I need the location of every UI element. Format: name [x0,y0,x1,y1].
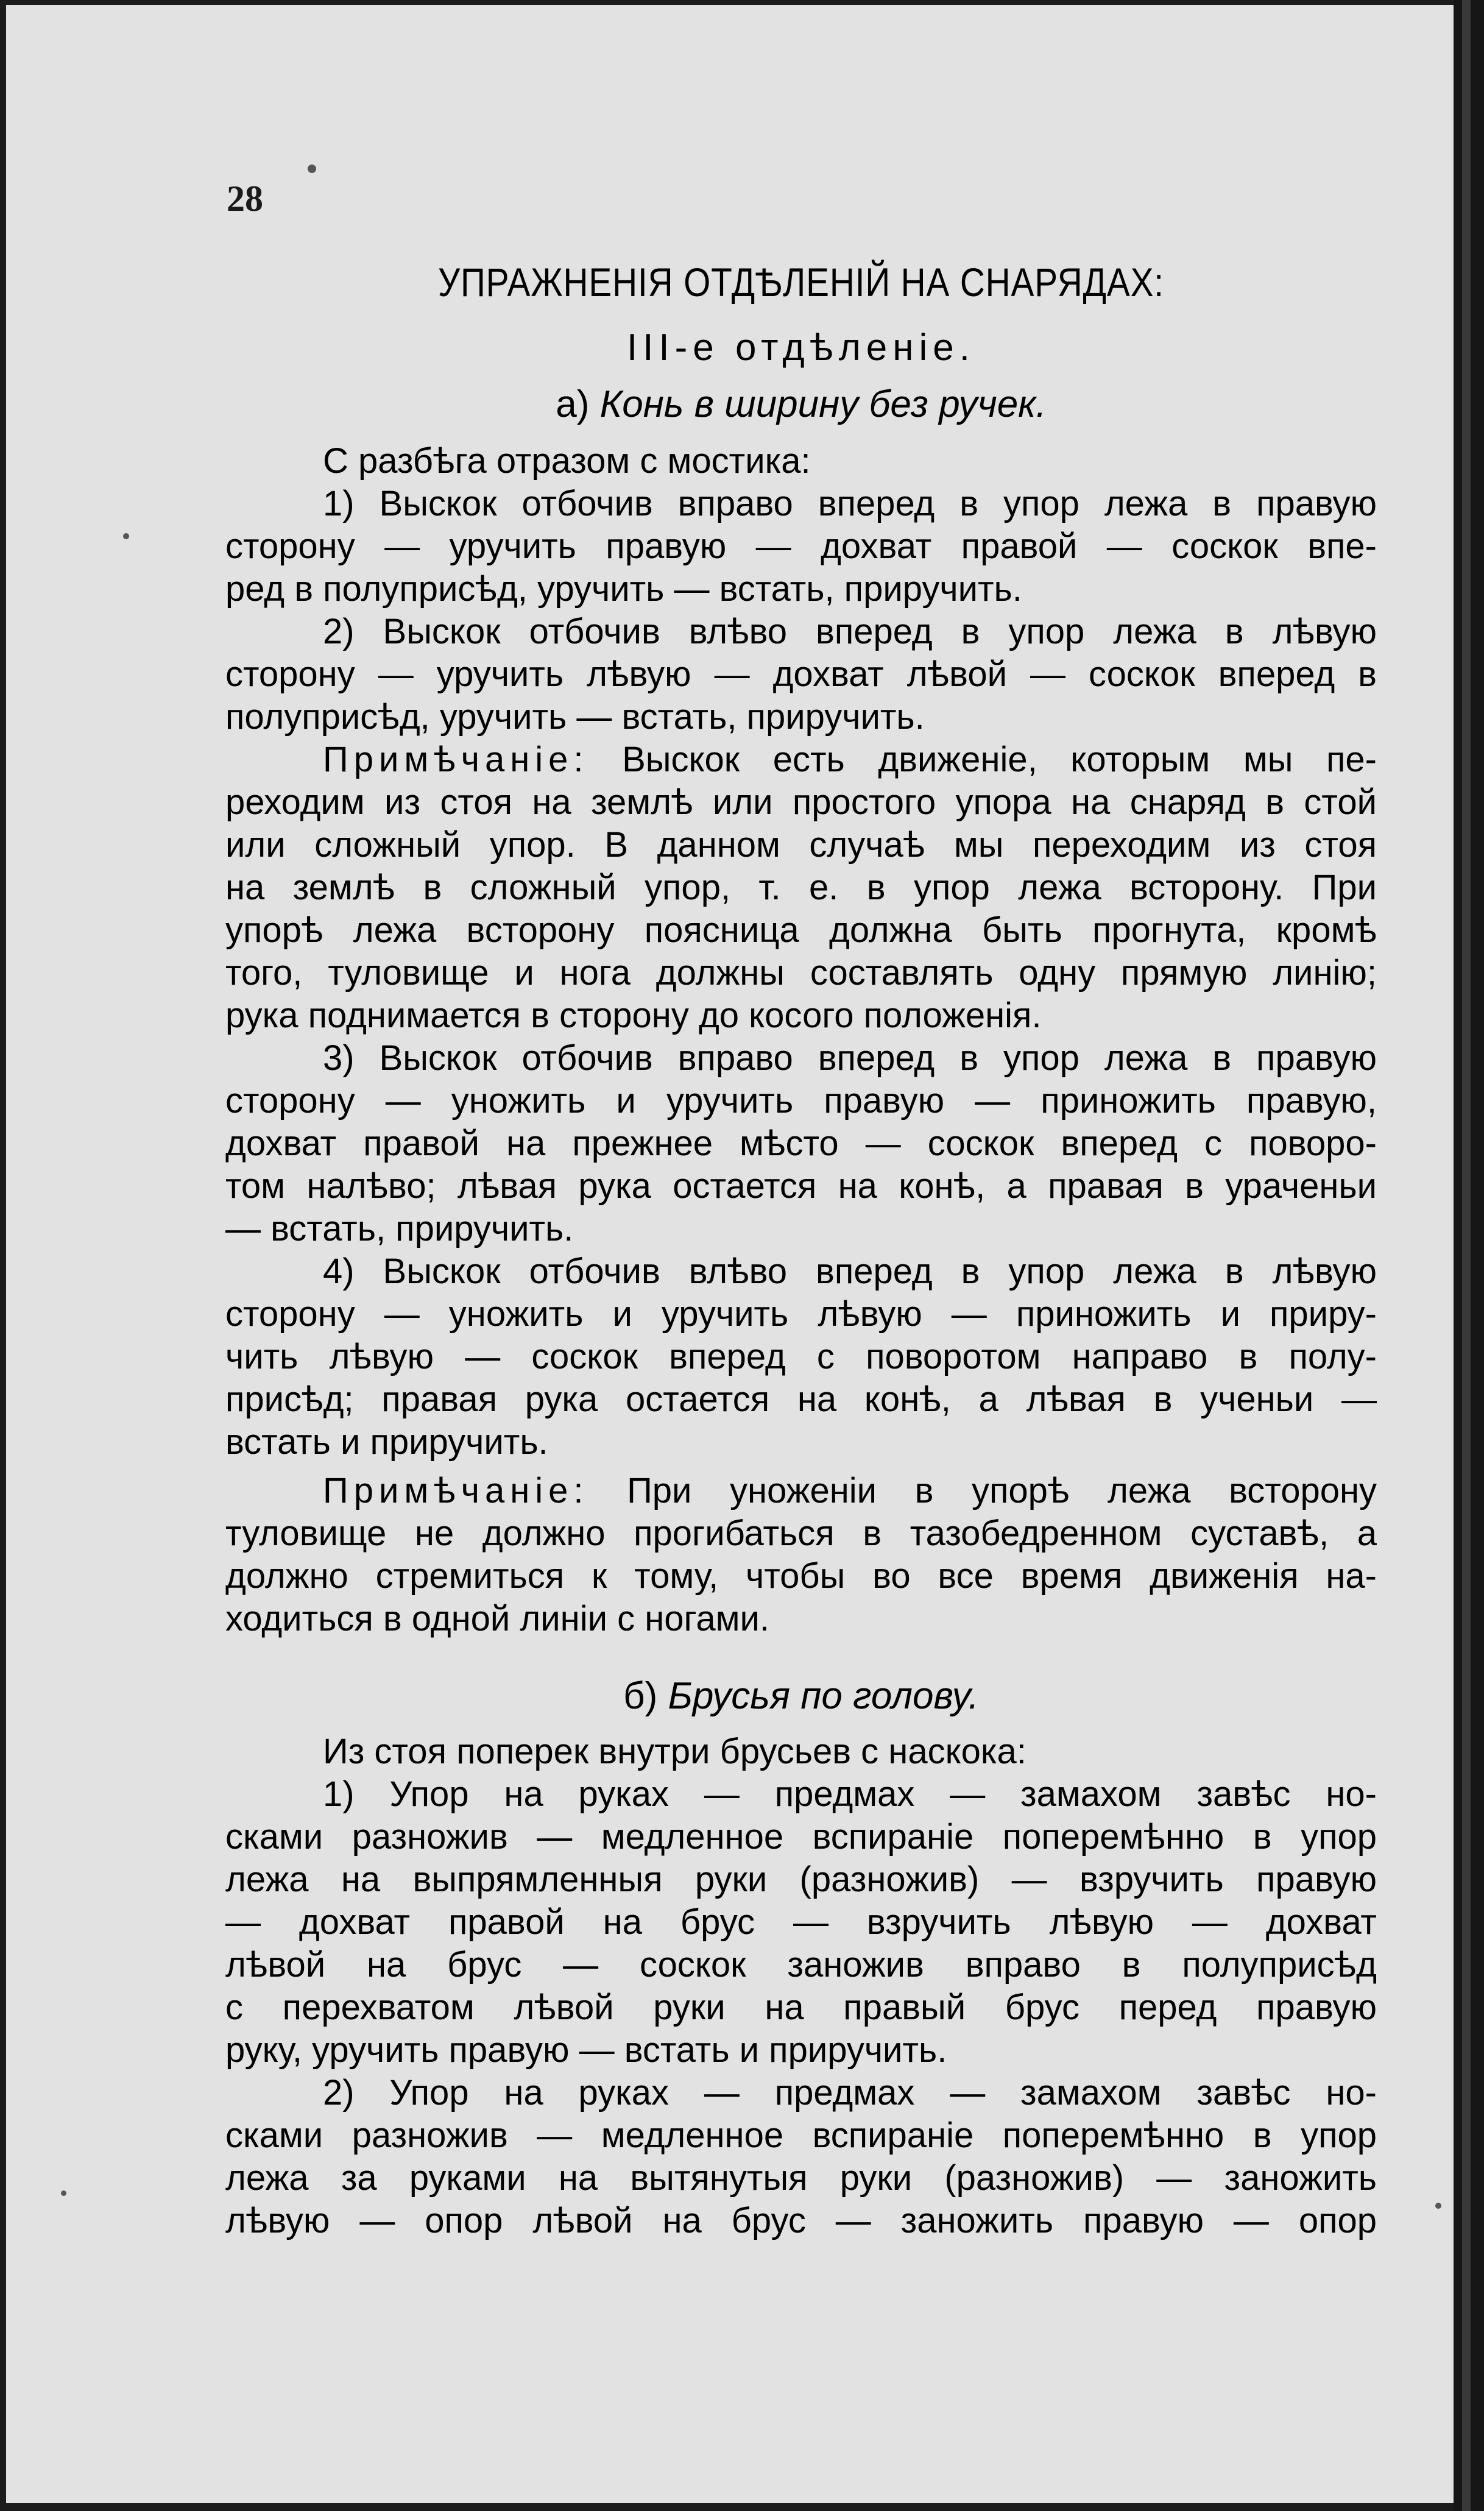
section-b-title: б) Брусья по голову. [623,1675,979,1717]
text-line: — встать, приручить. [225,1209,574,1248]
note-line: Примѣчаніе: При уноженіи в упорѣ лежа всторону [323,1471,1377,1510]
paper-speck [1435,2203,1441,2209]
text-line: сками разножив — медленное вспираніе поперемѣнно в упор [225,2116,1377,2155]
text-line: присѣд; правая рука остается на конѣ, а лѣвая в ученьи — [225,1379,1377,1419]
section-b-intro: Из стоя поперек внутри брусьев с наскока: [323,1732,1026,1771]
text-line: сторону — уножить и уручить правую — приножить правую, [225,1081,1377,1121]
text-line: сками разножив — медленное вспираніе поперемѣнно в упор [225,1817,1377,1857]
text-line: 1) Выскок отбочив вправо вперед в упор лежа в правую [323,484,1377,523]
text-line: дохват правой на прежнее мѣсто — соскок вперед с поворо- [225,1124,1377,1163]
text-line: 3) Выскок отбочив вправо вперед в упор лежа в правую [323,1038,1377,1078]
text-line: 1) Упор на руках — предмах — замахом завѣс но- [323,1774,1377,1814]
text-line: или сложный упор. В данном случаѣ мы переходим из стоя [225,825,1377,865]
note-line: Примѣчаніе: Выскок есть движеніе, которым мы пе- [323,740,1377,779]
subheading: III-е отдѣленіе. [626,327,976,369]
section-a-intro: С разбѣга отразом с мостика: [323,441,811,481]
text-line: лежа на выпрямленныя руки (разножив) — взручить правую [225,1860,1377,1899]
page-number: 28 [227,179,263,219]
text-line: руку, уручить правую — встать и приручить. [225,2030,947,2070]
text-line: 2) Упор на руках — предмах — замахом завѣс но- [323,2073,1377,2113]
text-line: туловище не должно прогибаться в тазобедренном суставѣ, а [225,1514,1377,1553]
text-line: лежа за руками на вытянутыя руки (разножив) — заножить [225,2158,1377,2198]
text-line: сторону — уножить и уручить лѣвую — приножить и приру- [225,1294,1377,1334]
text-line: должно стремиться к тому, чтобы во все время движенія на- [225,1556,1377,1596]
chapter-heading: УПРАЖНЕНІЯ ОТДѢЛЕНІЙ НА СНАРЯДАХ: [438,260,1164,305]
note-label: Примѣчаніе: [323,1471,589,1510]
text-line: упорѣ лежа всторону поясница должна быть прогнута, кромѣ [225,910,1377,950]
text-line: ред в полуприсѣд, уручить — встать, приручить. [225,569,1022,609]
page-edge-strip [1462,0,1471,2511]
section-a-title: а) Конь в ширину без ручек. [556,383,1047,425]
text-line: полуприсѣд, уручить — встать, приручить. [225,697,925,737]
text-line: лѣвую — опор лѣвой на брус — заножить правую — опор [225,2201,1377,2240]
text-line: 2) Выскок отбочив влѣво вперед в упор лежа в лѣвую [323,612,1377,651]
text-line: реходим из стоя на землѣ или простого упора на снаряд в стой [225,782,1377,822]
paper-speck [123,533,129,539]
text-line: том налѣво; лѣвая рука остается на конѣ, а правая в ураченьи [225,1166,1377,1206]
text-line: с перехватом лѣвой руки на правый брус перед правую [225,1988,1377,2027]
note-label: Примѣчаніе: [323,740,589,779]
text-line: чить лѣвую — соскок вперед с поворотом направо в полу- [225,1337,1377,1376]
text-line: 4) Выскок отбочив влѣво вперед в упор лежа в лѣвую [323,1252,1377,1291]
text-line: встать и приручить. [225,1422,548,1462]
text-line: сторону — уручить правую — дохват правой — соскок впе- [225,526,1377,566]
text-line: рука поднимается в сторону до косого положенія. [225,996,1042,1035]
text-line: сторону — уручить лѣвую — дохват лѣвой — соскок вперед в [225,654,1377,694]
text-line: — дохват правой на брус — взручить лѣвую — дохват [225,1902,1377,1942]
text-line: того, туловище и нога должны составлять одну прямую линію; [225,953,1377,993]
paper-speck [308,165,316,173]
text-line: на землѣ в сложный упор, т. е. в упор лежа всторону. При [225,868,1377,907]
text-line: лѣвой на брус — соскок заножив вправо в полуприсѣд [225,1945,1377,1985]
text-line: ходиться в одной линіи с ногами. [225,1599,770,1638]
paper-speck [61,2190,66,2196]
